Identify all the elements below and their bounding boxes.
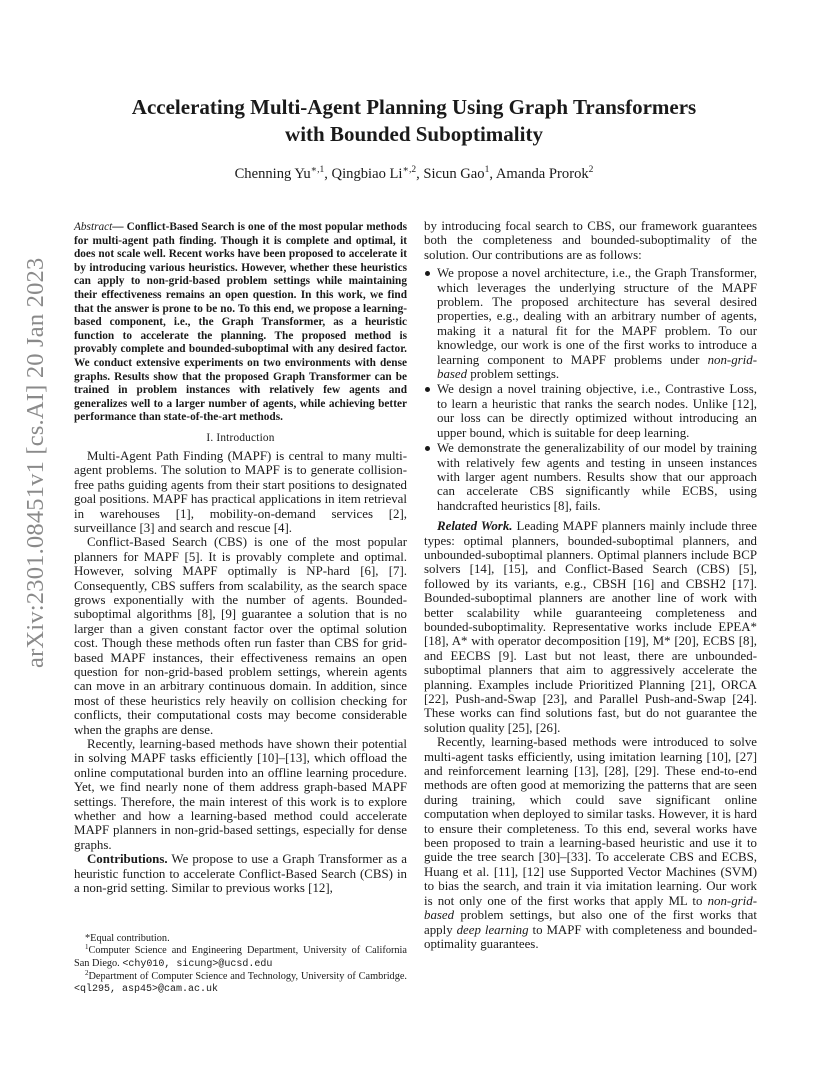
left-column <box>74 221 407 896</box>
paragraph <box>424 519 757 735</box>
abstract-dash: — <box>112 221 124 233</box>
abstract-label: Abstract <box>74 221 113 233</box>
paragraph: by introducing focal search to CBS, our framework guarantees both the completeness and bounded-suboptimality of the solution. Our contributions are as follows: <box>424 219 757 262</box>
paragraph-text: Recently, learning-based methods were introduced to solve multi-agent tasks efficiently, using imitation learning [10], [27] and reinforcement learning [13], [28], [29]. These end-to-end methods are often good at memorizing the patterns that are seen during training, which could save significant online computation when deployed to similar tasks. However, it is hard to ensure their completeness. To this end, several works have been proposed to train a learning-based heuristic and use it to guide the tree search [30]–[33]. To accelerate CBS and ECBS, Huang et al. [11], [12] use Supported Vector Machines (SVM) to bias the search, and train it via imitation learning. Our work is not only one of the first works that apply ML to <box>424 735 757 908</box>
footnote <box>74 968 407 997</box>
bullet-icon <box>425 271 430 276</box>
arxiv-identifier: arXiv:2301.08451v1 [cs.AI] 20 Jan 2023 <box>22 257 49 668</box>
title-line-1: Accelerating Multi-Agent Planning Using Graph Transformers <box>131 95 697 119</box>
author-name: Amanda Prorok <box>495 166 589 182</box>
list-item <box>424 266 757 381</box>
paragraph: Conflict-Based Search (CBS) is one of the most popular planners for MAPF [5]. It is provably complete and optimal. However, solving MAPF optimally is NP-hard [6], [7]. Consequently, CBS suffers from scalability, as the search space grows exponentially with the number of agents. Bounded-suboptimal algorithms [8], [9] guarantee a solution that is no larger than a given constant factor over the optimal solution cost. Though these methods often run faster than CBS for grid-based MAPF instances, their effectiveness remains an open question for non-grid-based problem settings, wherein agents can move in an arbitrary continuous domain. In addition, since most of these heuristics rely heavily on collision checking for conflicts, their computational costs may become considerable when the graphs are dense. <box>74 535 407 737</box>
author-name: Qingbiao Li <box>331 166 403 182</box>
list-item <box>424 441 757 513</box>
section-heading: I. Introduction <box>206 431 275 444</box>
list-item-text: We design a novel training objective, i.e., Contrastive Loss, to learn a heuristic that ranks the search nodes. Unlike [12], our loss can be directly optimized without introducing an upper bound, which is suitable for deep learning. <box>437 382 757 440</box>
list-item-text: We demonstrate the generalizability of our model by training with relatively few agents and testing in unseen instances with larger agent numbers. Results show that our approach can accelerate CBS significantly while ECBS, using handcrafted heuristics [8], fails. <box>437 441 757 513</box>
paragraph: Recently, learning-based methods have shown their potential in solving MAPF tasks efficiently [10]–[13], which offload the online computational burden into an offline learning procedure. Yet, we find nearly none of them address graph-based MAPF settings. Therefore, the main interest of this work is to explore whether and how a learning-based method could accelerate MAPF planners in non-grid-based settings, especially for dense graphs. <box>74 737 407 852</box>
abstract-text: Conflict-Based Search is one of the most popular methods for multi-agent path finding. Though it is complete and optimal, it does not scale well. Recent works have been proposed to accelerate it by introducing various heuristics. However, whether these heuristics can apply to non-grid-based problem settings while maintaining their effectiveness remains an open question. In this work, we find that the answer is prone to be no. To this end, we propose a learning-based component, i.e., the Graph Transformer, as a heuristic function to accelerate the planning. The proposed method is provably complete and bounded-suboptimal with any desired factor. We conduct extensive experiments on two environments with dense graphs. Results show that the proposed Graph Transformer can be trained in problem instances with relatively few agents and generalizes well to a larger number of agents, while achieving better performance than state-of-the-art methods. <box>74 221 407 424</box>
paragraph-text: to MAPF with completeness and bounded-optimality guarantees. <box>424 922 757 951</box>
paragraph-text: Leading MAPF planners mainly include three types: optimal planners, bounded-suboptimal planners, and unbounded-suboptimal planners. Optimal planners include BCP solvers [14], [15], and Conflict-Based Search (CBS) [5], followed by its variants, e.g., CBSH [16] and CBSH2 [17]. Bounded-suboptimal planners are another line of work with better scalability while guaranteeing completeness and bounded-suboptimality. Representative works include EPEA* [18], A* with operator decomposition [19], M* [20], ECBS [8], and EECBS [9]. Last but not least, there are unbounded-suboptimal planners that aim to aggressively accelerate the planning. Examples include Prioritized Planning [21], ORCA [22], Push-and-Swap [23], and Parallel Push-and-Swap [24]. These works can find solutions fast, but do not guarantee the solution quality [25], [26]. <box>424 519 758 735</box>
author-name: Sicun Gao <box>423 166 485 182</box>
author-affiliation: ∗,2 <box>402 165 417 175</box>
author-list: Chenning $Yu^{∗,1}$, Qingbiao $Li^{∗,2}$, Sicun Gao$^1$, Amanda Prorok$^2$ <box>234 165 594 182</box>
footnote-mark: 2 <box>85 968 89 977</box>
footnote: *Equal contribution. <box>85 933 170 944</box>
right-column <box>424 219 757 951</box>
paper-title <box>60 94 768 148</box>
paragraph-text: problem settings, but also one of the first works that apply <box>424 908 757 937</box>
list-item-text: problem settings. <box>467 367 560 382</box>
abstract <box>74 221 407 425</box>
contribution-list <box>424 266 757 513</box>
footnotes <box>74 933 407 996</box>
run-in-heading: Related Work. <box>437 519 513 534</box>
paragraph: Multi-Agent Path Finding (MAPF) is central to many multi-agent problems. The solution to MAPF is to generate collision-free paths guiding agents from their start positions to designated goal positions. MAPF has practical applications in item retrieval in warehouses [1], mobility-on-demand services [2], surveillance [3] and search and rescue [4]. <box>74 448 407 535</box>
paragraph <box>424 735 757 951</box>
footnote <box>74 945 407 971</box>
footnote-mark: 1 <box>85 943 89 952</box>
title-line-2: with Bounded Suboptimality <box>285 122 543 146</box>
emphasis: deep learning <box>456 922 529 937</box>
author-name: Chenning Yu <box>234 166 311 182</box>
list-item-text: We propose a novel architecture, i.e., the Graph Transformer, which leverages the underlying structure of the MAPF problem. The proposed architecture has several desired properties, e.g., dealing with an arbitrary number of agents, making it a natural fit for the MAPF problem. To our knowledge, our work is one of the first works to introduce a learning component to MAPF problems under <box>437 266 757 367</box>
bullet-icon <box>425 387 430 392</box>
run-in-heading: Contributions. <box>87 852 168 867</box>
email-address: <chy010, sicung>@ucsd.edu <box>122 958 273 970</box>
emphasis: non-grid-based <box>424 893 757 923</box>
introduction-body <box>74 449 407 896</box>
footnote-text: Computer Science and Engineering Department, University of California San Diego. <box>74 945 407 969</box>
author-affiliation: 1 <box>484 165 490 175</box>
footnote-text: Department of Computer Science and Technology, University of Cambridge. <box>88 970 407 982</box>
list-item <box>424 382 757 440</box>
author-affiliation: ∗,1 <box>310 165 325 175</box>
bullet-icon <box>425 446 430 451</box>
author-affiliation: 2 <box>588 165 594 175</box>
email-address: <ql295, asp45>@cam.ac.uk <box>74 984 219 996</box>
paragraph-text: We propose to use a Graph Transformer as a heuristic function to accelerate Conflict-Based Search (CBS) in a non-grid setting. Similar to previous works [12], <box>74 852 407 896</box>
emphasis: non-grid-based <box>437 352 757 382</box>
paragraph <box>74 852 407 895</box>
